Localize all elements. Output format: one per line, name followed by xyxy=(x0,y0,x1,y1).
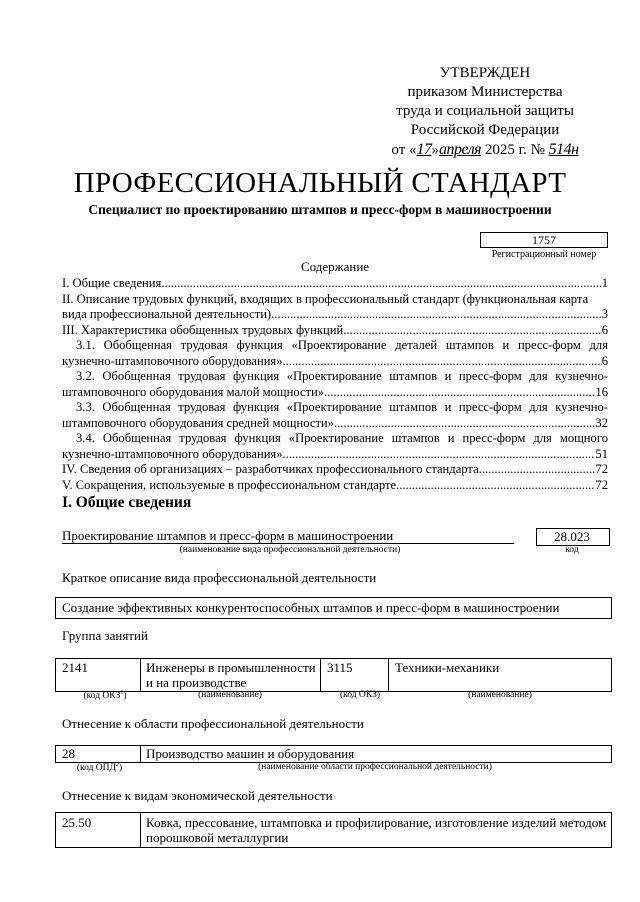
handwritten-day: 17 xyxy=(416,141,432,158)
group-1-name: Инженеры в промышленности и на производстве xyxy=(146,660,316,690)
section-heading: I. Общие сведения xyxy=(62,494,192,511)
registration-number: 1757 xyxy=(480,232,608,248)
registration-label: Регистрационный номер xyxy=(491,249,597,260)
document-subtitle: Специалист по проектированию штампов и пресс-форм в машиностроении xyxy=(88,202,552,217)
toc-item-3-3[interactable]: 3.3. Обобщенная трудовая функция «Проектирование штампов и пресс-форм для кузнечно- штамповочного оборудования средней мощности» ..... 32 xyxy=(62,400,608,431)
toc-item-1[interactable]: I. Общие сведения ..... 1 xyxy=(62,276,608,292)
handwritten-number: 514н xyxy=(548,141,579,158)
approval-block xyxy=(360,64,610,160)
area-name-caption: (наименование области профессиональной деятельности) xyxy=(258,762,492,772)
toc-item-2[interactable]: II. Описание трудовых функций, входящих в профессиональный стандарт (функциональная карта вида профессиональной деятельности) ..... 3 xyxy=(62,292,608,323)
area-code-caption: (код ОПД$^2$) xyxy=(76,762,123,774)
activity-code: 28.023 xyxy=(554,529,590,544)
table-of-contents xyxy=(62,276,608,493)
group-name-caption-1: (наименование) xyxy=(198,690,262,700)
toc-item-4[interactable]: IV. Сведения об организациях – разработчиках профессионального стандарта ..... 72 xyxy=(62,462,608,478)
area-code: 28 xyxy=(62,746,75,761)
group-2-name: Техники-механики xyxy=(395,660,500,675)
approval-line-4: Российской Федерации xyxy=(410,122,560,138)
purpose-text: Создание эффективных конкурентоспособных штампов и пресс-форм в машиностроении xyxy=(62,600,560,615)
approval-date-line: от «17»апреля 2025 г. № 514н xyxy=(391,141,579,158)
econ-label: Отнесение к видам экономической деятельности xyxy=(62,788,333,803)
approval-line-1: УТВЕРЖДЕН xyxy=(439,65,531,81)
group-name-caption-2: (наименование) xyxy=(468,690,532,700)
area-name: Производство машин и оборудования xyxy=(146,746,355,761)
toc-item-3-4[interactable]: 3.4. Обобщенная трудовая функция «Проектирование штампов и пресс-форм для мощного кузнечно-штамповочного оборудования» ..... 51 xyxy=(62,431,608,462)
handwritten-month: апреля xyxy=(439,141,482,158)
group-code-caption-2: (код ОКЗ) xyxy=(339,690,381,700)
toc-item-3-2[interactable]: 3.2. Обобщенная трудовая функция «Проектирование штампов и пресс-форм для кузнечно- штамповочного оборудования малой мощности» ..... 16 xyxy=(62,369,608,400)
approval-line-3: труда и социальной защиты xyxy=(396,103,574,119)
approval-line-2: приказом Министерства xyxy=(407,84,563,100)
activity-name-underline xyxy=(62,543,514,544)
contents-heading: Содержание xyxy=(300,259,370,274)
code-caption: код xyxy=(565,545,579,555)
activity-name: Проектирование штампов и пресс-форм в машиностроении xyxy=(62,528,394,543)
group-label: Группа занятий xyxy=(62,628,148,643)
econ-name: Ковка, прессование, штамповка и профилирование, изготовление изделий методом порошковой металлургии xyxy=(146,815,607,845)
activity-name-caption: (наименование вида профессиональной деятельности) xyxy=(179,545,401,555)
group-code-caption-1: (код ОКЗ$^1$) xyxy=(83,690,127,702)
group-2-code: 3115 xyxy=(327,660,353,675)
toc-item-5[interactable]: V. Сокращения, используемые в профессиональном стандарте ..... 72 xyxy=(62,478,608,494)
econ-code: 25.50 xyxy=(62,815,92,830)
toc-item-3-1[interactable]: 3.1. Обобщенная трудовая функция «Проектирование деталей штампов и пресс-форм для кузнечно-штамповочного оборудования» ..... 6 xyxy=(62,338,608,369)
document-title: ПРОФЕССИОНАЛЬНЫЙ СТАНДАРТ xyxy=(73,167,567,199)
area-label: Отнесение к области профессиональной деятельности xyxy=(62,716,364,731)
group-1-code: 2141 xyxy=(62,660,88,675)
purpose-label: Краткое описание вида профессиональной деятельности xyxy=(62,570,377,585)
toc-item-3[interactable]: III. Характеристика обобщенных трудовых функций ..... 6 xyxy=(62,323,608,339)
